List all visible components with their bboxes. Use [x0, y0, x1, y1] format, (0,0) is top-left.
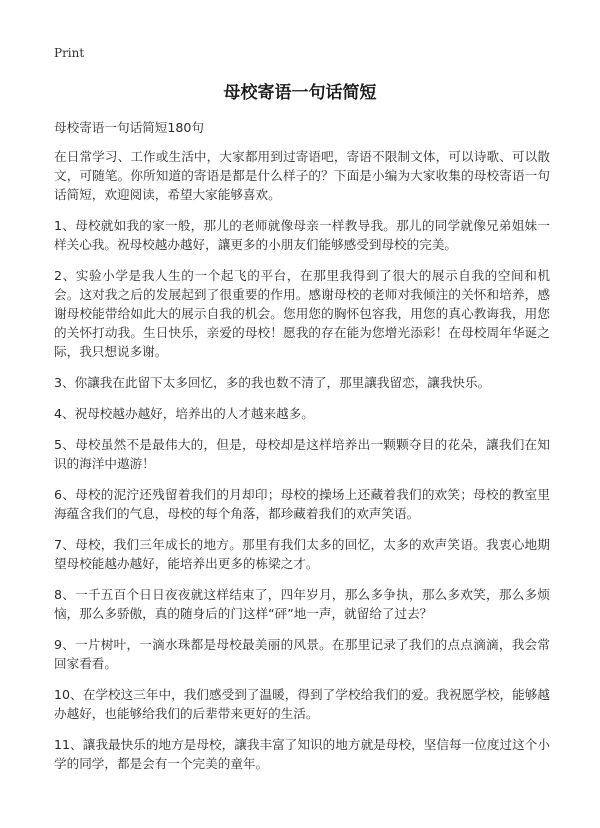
quote-paragraph: 5、母校虽然不是最伟大的，但是，母校却是这样培养出一颗颗夺目的花朵，讓我们在知识的海洋中遨游！	[54, 437, 550, 471]
quote-paragraph: 7、母校，我们三年成长的地方。那里有我们太多的回忆，太多的欢声笑语。我衷心地期望母校能越办越好，能培养出更多的栋梁之才。	[54, 537, 550, 571]
quote-paragraph: 3、你讓我在此留下太多回忆，多的我也数不清了，那里讓我留恋，讓我快乐。	[54, 375, 491, 390]
quote-paragraph: 2、实验小学是我人生的一个起飞的平台，在那里我得到了很大的展示自我的空间和机会。这对我之后的发展起到了很重要的作用。感谢母校的老师对我倾注的关怀和培养，感谢母校能带给如此大的展示自我的机会。您用您的胸怀包容我，用您的真心教诲我，用您的关怀打动我。生日快乐，亲爱的母校！愿我的存在能为您增光添彩！在母校周年华诞之际，我只想说多谢。	[54, 268, 550, 359]
article-subtitle: 母校寄语一句话简短180句	[54, 120, 204, 135]
print-link[interactable]: Print	[54, 46, 85, 60]
quote-paragraph: 10、在学校这三年中，我们感受到了温暖，得到了学校给我们的爱。我祝愿学校，能够越办越好，也能够给我们的后辈带来更好的生活。	[54, 687, 550, 721]
quote-paragraph: 1、母校就如我的家一般，那儿的老师就像母亲一样教导我。那儿的同学就像兄弟姐妹一样关心我。祝母校越办越好，讓更多的小朋友们能够感受到母校的完美。	[54, 218, 550, 252]
page-title: 母校寄语一句话简短	[223, 83, 377, 103]
quote-paragraph: 6、母校的泥泞还残留着我们的月却印；母校的操场上还藏着我们的欢笑；母校的教室里海蕴含我们的气息，母校的每个角落，都珍藏着我们的欢声笑语。	[54, 487, 550, 521]
article-body	[54, 118, 550, 785]
quote-paragraph: 11、讓我最快乐的地方是母校，讓我丰富了知识的地方就是母校，坚信每一位度过这个小学的同学，都是会有一个完美的童年。	[54, 737, 550, 771]
intro-paragraph: 在日常学习、工作或生活中，大家都用到过寄语吧，寄语不限制文体，可以诗歌、可以散文，可随笔。你所知道的寄语是都是什么样子的？下面是小编为大家收集的母校寄语一句话简短，欢迎阅读，希望大家能够喜欢。	[54, 149, 550, 202]
quote-paragraph: 9、一片树叶，一滴水珠都是母校最美丽的风景。在那里记录了我们的点点滴滴，我会常回家看看。	[54, 637, 550, 671]
quote-paragraph: 8、一千五百个日日夜夜就这样结束了，四年岁月，那么多争执，那么多欢笑，那么多烦恼，那么多骄傲，真的随身后的门这样“砰”地一声，就留给了过去？	[54, 587, 550, 621]
quote-paragraph: 4、祝母校越办越好，培养出的人才越来越多。	[54, 406, 314, 421]
